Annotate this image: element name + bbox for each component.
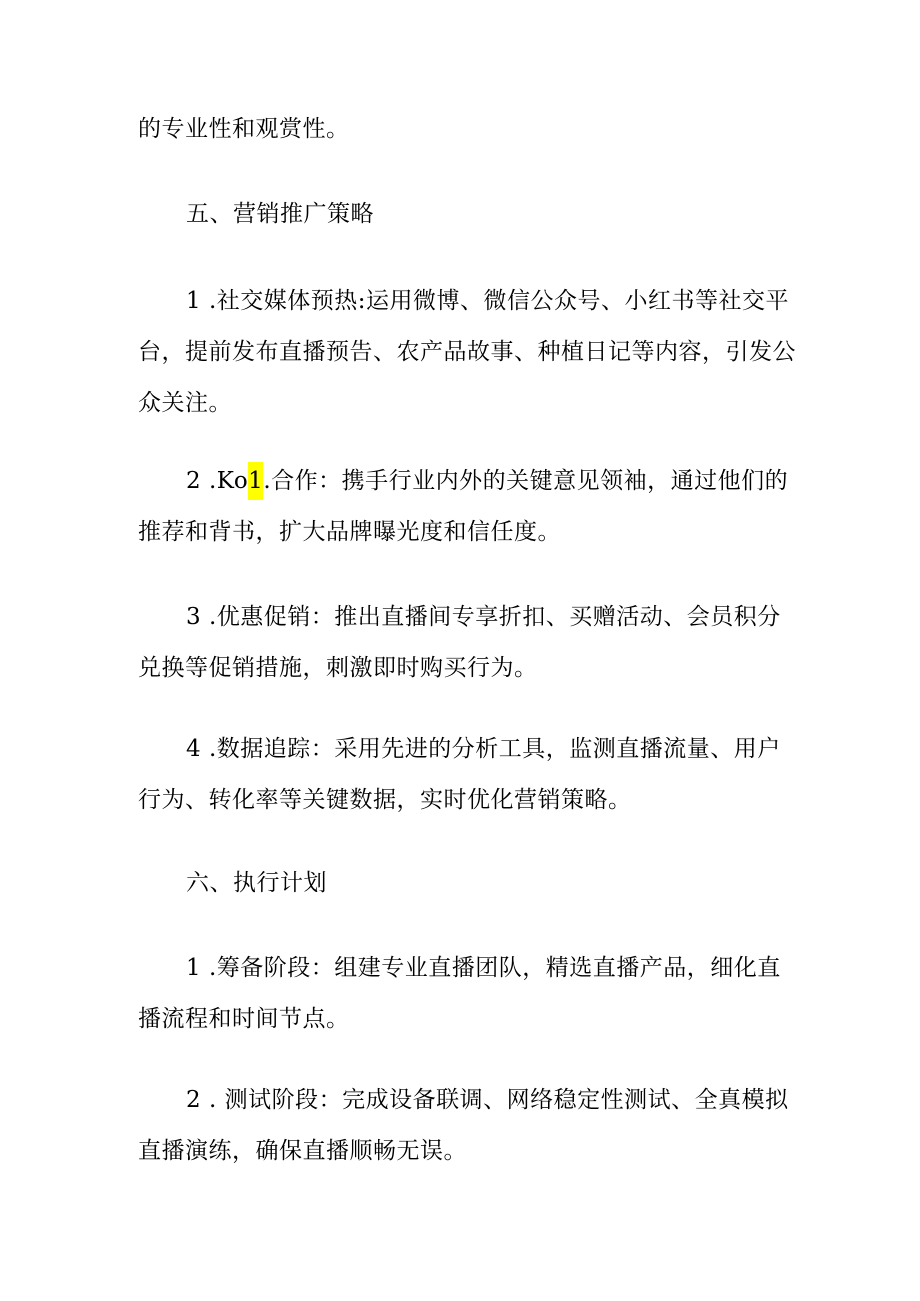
text-line (138, 456, 789, 507)
paragraph-continuation (138, 104, 783, 155)
text-segment: 2 .Ko (186, 468, 249, 494)
text-line: 1 .社交媒体预热:运用微博、微信公众号、小红书等社交平 (186, 288, 790, 314)
text-line: 3 .优惠促销：推出直播间专享折扣、买赠活动、会员积分 (186, 604, 781, 630)
paragraph-testing (138, 1075, 789, 1177)
highlighted-text: 1 (248, 462, 263, 500)
heading-text: 六、执行计划 (186, 870, 327, 896)
paragraph-data-tracking (138, 724, 783, 826)
heading-text: 五、营销推广策略 (186, 201, 374, 227)
paragraph-preparation (138, 943, 783, 1045)
section-heading-5 (138, 189, 783, 240)
paragraph-social-media (138, 276, 796, 429)
text-line: 1 .筹备阶段：组建专业直播团队，精选直播产品，细化直 (186, 955, 781, 981)
text-line: 直播演练，确保直播顺畅无误。 (138, 1138, 467, 1164)
text-line: 行为、转化率等关键数据，实时优化营销策略。 (138, 787, 632, 813)
text-line: 的专业性和观赏性。 (138, 116, 350, 142)
text-line: 播流程和时间节点。 (138, 1006, 350, 1032)
text-line: 推荐和背书，扩大品牌曝光度和信任度。 (138, 519, 561, 545)
text-line: 2 . 测试阶段：完成设备联调、网络稳定性测试、全真模拟 (186, 1087, 789, 1113)
text-line: 众关注。 (138, 390, 232, 416)
text-segment: .合作：携手行业内外的关键意见领袖，通过他们的 (263, 468, 789, 494)
paragraph-kol (138, 456, 789, 558)
text-line: 台，提前发布直播预告、农产品故事、种植日记等内容，引发公 (138, 339, 796, 365)
text-line: 兑换等促销措施，刺激即时购买行为。 (138, 655, 538, 681)
paragraph-promotion (138, 592, 783, 694)
text-line: 4 .数据追踪：采用先进的分析工具，监测直播流量、用户 (186, 736, 781, 762)
section-heading-6 (138, 858, 783, 909)
